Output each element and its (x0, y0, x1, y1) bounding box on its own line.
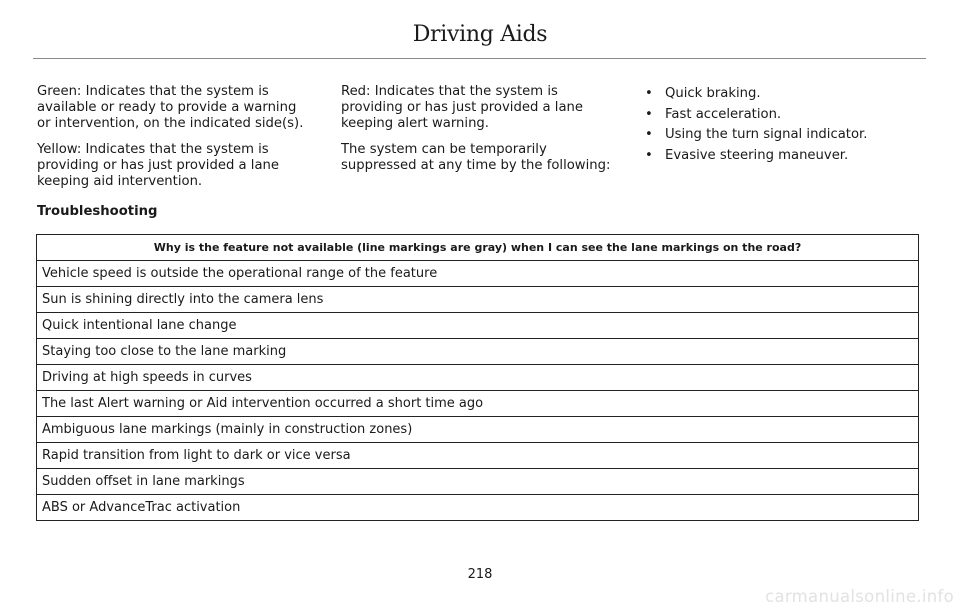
table-header-cell: Why is the feature not available (line markings are gray) when I can see the lane markings on the road? (37, 235, 919, 261)
table-row (37, 443, 919, 469)
table-row (37, 469, 919, 495)
table-row (37, 495, 919, 521)
paragraph-red: Red: Indicates that the system is providing or has just provided a lane keeping alert warning. (341, 84, 584, 131)
table-cell: Sudden offset in lane markings (37, 469, 919, 495)
list-item (643, 148, 923, 169)
table-cell: ABS or AdvanceTrac activation (37, 495, 919, 521)
table-row (37, 391, 919, 417)
watermark: carmanualsonline.info (765, 587, 954, 606)
page-number: 218 (467, 567, 493, 582)
list-item (643, 127, 923, 148)
table-cell: Driving at high speeds in curves (37, 365, 919, 391)
paragraph-green: Green: Indicates that the system is available or ready to provide a warning or intervention, on the indicated side(s). (37, 84, 304, 131)
table-row (37, 417, 919, 443)
paragraph-suppression: The system can be temporarily suppressed at any time by the following: (341, 142, 611, 173)
table-row (37, 365, 919, 391)
table-row (37, 339, 919, 365)
list-item-text: Using the turn signal indicator. (665, 127, 868, 142)
bullet-icon: • (645, 86, 653, 101)
bullet-icon: • (645, 147, 653, 163)
list-item (643, 86, 923, 107)
section-heading-troubleshooting: Troubleshooting (37, 204, 158, 219)
page-title: Driving Aids (412, 22, 548, 47)
table-cell: Sun is shining directly into the camera lens (37, 287, 919, 313)
bullet-icon: • (645, 127, 653, 142)
table-cell: Rapid transition from light to dark or vice versa (37, 443, 919, 469)
column-middle (341, 84, 621, 184)
list-item (643, 107, 923, 128)
table-cell: Vehicle speed is outside the operational range of the feature (37, 261, 919, 287)
paragraph-yellow: Yellow: Indicates that the system is providing or has just provided a lane keeping aid intervention. (37, 142, 280, 189)
table-cell: Quick intentional lane change (37, 313, 919, 339)
column-right (643, 84, 923, 168)
column-left (37, 84, 312, 200)
table-row (37, 313, 919, 339)
table-row (37, 261, 919, 287)
table-cell: Staying too close to the lane marking (37, 339, 919, 365)
table-cell: The last Alert warning or Aid intervention occurred a short time ago (37, 391, 919, 417)
bullet-icon: • (645, 106, 653, 122)
list-item-text: Evasive steering maneuver. (665, 147, 849, 163)
table-header-row (37, 235, 919, 261)
title-divider (33, 58, 926, 59)
list-item-text: Quick braking. (665, 86, 761, 101)
troubleshooting-table (36, 234, 919, 521)
table-cell: Ambiguous lane markings (mainly in construction zones) (37, 417, 919, 443)
suppression-list (643, 86, 923, 168)
list-item-text: Fast acceleration. (665, 106, 782, 122)
table-row (37, 287, 919, 313)
